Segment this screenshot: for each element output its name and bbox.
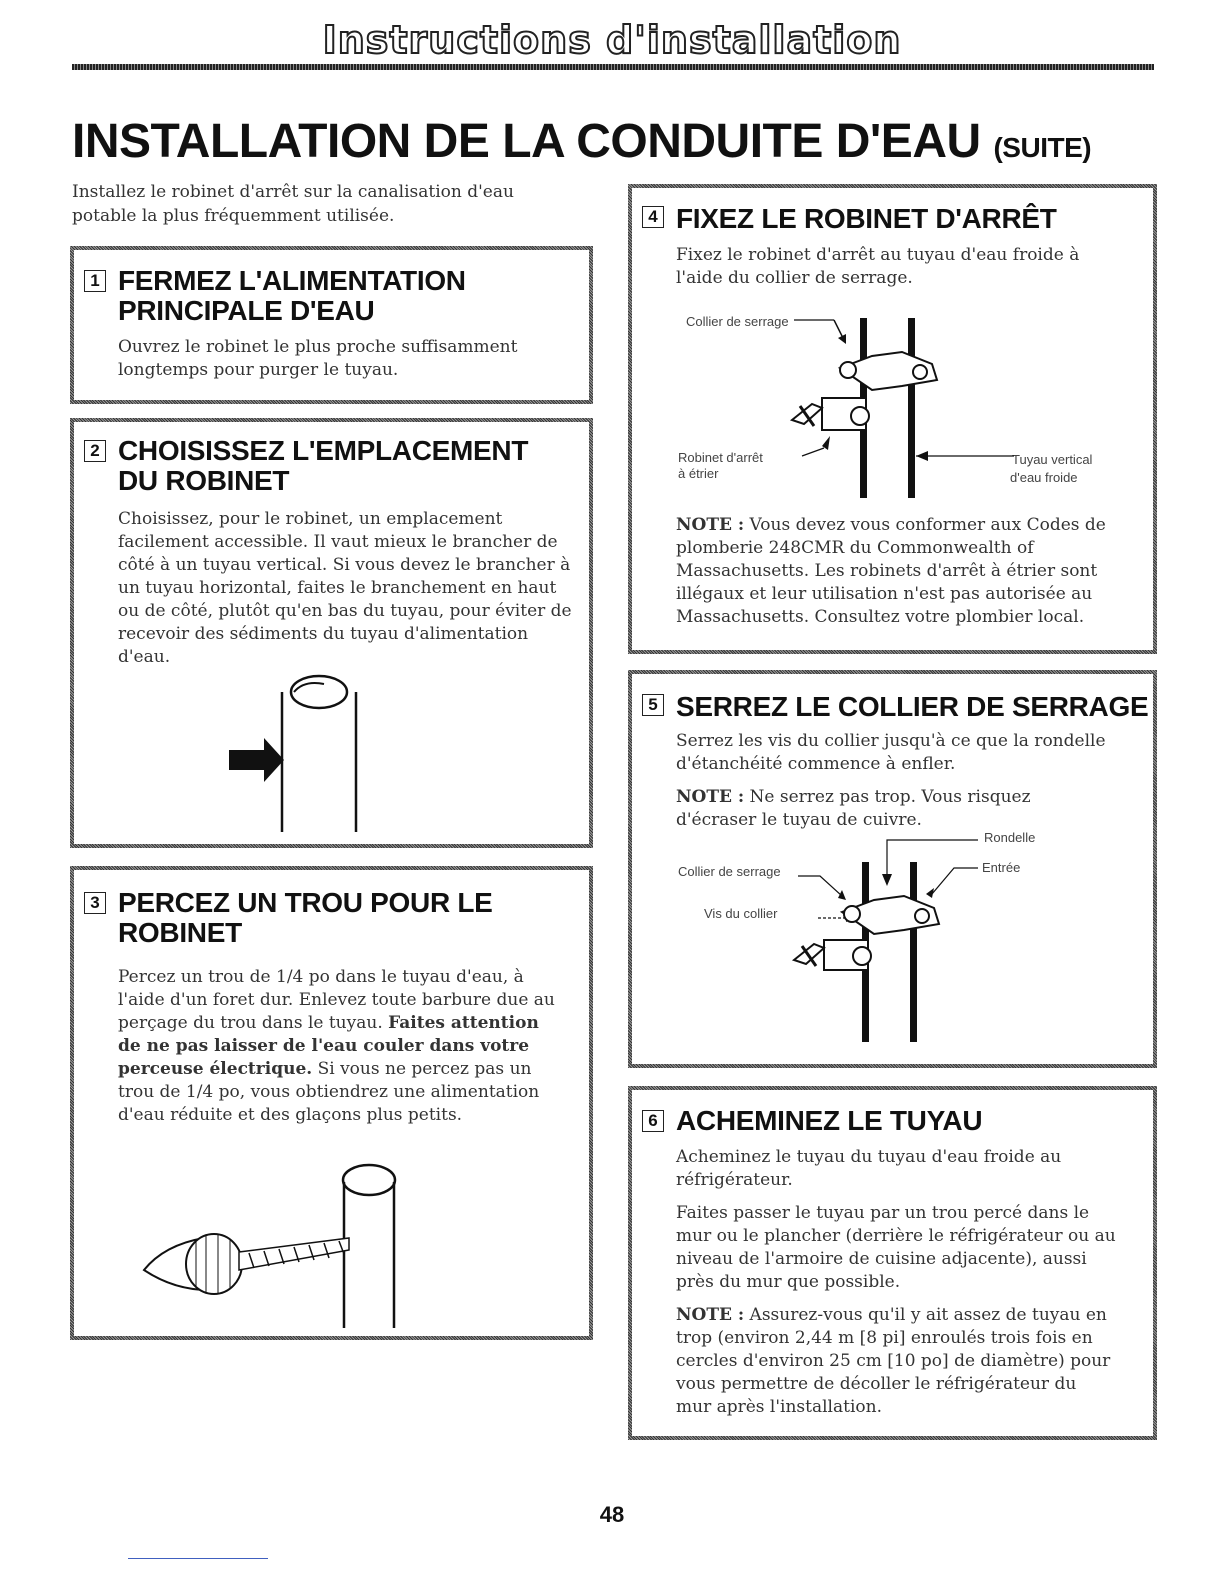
intro-text: Installez le robinet d'arrêt sur la canalisation d'eau potable la plus fréquemment utilisée. [72,182,514,226]
step-5-note-label: NOTE : [676,787,745,807]
shutoff-valve-illustration [782,308,1012,498]
footer-line [128,1558,268,1559]
step-2-text: Choisissez, pour le robinet, un emplacement facilement accessible. Il vaut mieux le brancher de côté à un tuyau vertical. Si vous devez le brancher à un tuyau horizontal, faites le branchement en haut ou de côté, plutôt qu'en bas du tuyau, pour éviter de recevoir des sédiments du tuyau d'alimentation d'eau. [118,509,572,667]
step-5-note-text: Ne serrez pas trop. Vous risquez d'écraser le tuyau de cuivre. [676,787,1031,830]
step-4-note-label: NOTE : [676,515,745,535]
label-vis-collier: Vis du collier [704,906,778,921]
step-2-number: 2 [84,440,106,462]
label-entree: Entrée [982,860,1021,875]
step-3-text [118,966,558,1127]
step-5-title: SERREZ LE COLLIER DE SERRAGE [676,691,1149,722]
step-5-box [628,670,1157,1068]
step-6-text [676,1146,1116,1429]
step-6-note-text: Assurez-vous qu'il y ait assez de tuyau en trop (environ 2,44 m [8 pi] enroulés trois fois en cercles d'environ 25 cm [10 po] de diamètre) pour vous permettre de décoller le réfrigérateur du mur après l'installation. [676,1305,1111,1417]
header-title: Instructions d'installation [322,18,902,62]
step-3-warning: Faites attention de ne pas laisser de l'eau couler dans votre perceuse électrique. [118,1013,539,1079]
label-robinet-1: Robinet d'arrêt [678,450,763,465]
step-3-text-a: Percez un trou de 1/4 po dans le tuyau d'eau, à l'aide d'un foret dur. Enlevez toute barbure due au perçage du trou dans le tuyau. [118,967,555,1033]
step-4-box [628,184,1157,654]
drill-illustration [124,1150,424,1330]
label-tuyau-1: Tuyau vertical [1012,452,1093,467]
label-robinet-2: à étrier [678,466,719,481]
step-4-number: 4 [642,206,664,228]
step-1-text: Ouvrez le robinet le plus proche suffisamment longtemps pour purger le tuyau. [118,337,518,380]
vertical-pipe-illustration [224,662,364,842]
label-tuyau-2: d'eau froide [1010,470,1078,485]
step-4-note [676,514,1116,629]
step-4-note-text: Vous devez vous conformer aux Codes de plomberie 248CMR du Commonwealth of Massachusetts. Les robinets d'arrêt à étrier sont illégaux et leur utilisation n'est pas autorisée au Massachusetts. Consultez votre plombier local. [676,515,1106,627]
step-6-para-1: Acheminez le tuyau du tuyau d'eau froide au réfrigérateur. [676,1147,1062,1190]
step-1-box [70,246,593,404]
page-title [72,114,1091,169]
step-4-text: Fixez le robinet d'arrêt au tuyau d'eau froide à l'aide du collier de serrage. [676,245,1080,288]
step-5-note [676,786,1116,832]
step-3-text-b: Si vous ne percez pas un trou de 1/4 po, vous obtiendrez une alimentation d'eau réduite et des glaçons plus petits. [118,1059,540,1125]
step-6-box [628,1086,1157,1440]
page-number: 48 [599,1502,625,1527]
header-rule [72,64,1154,70]
step-5-number: 5 [642,694,664,716]
step-6-note [676,1304,1116,1419]
label-collier: Collier de serrage [686,314,789,329]
step-3-box [70,866,593,1340]
step-6-para-2: Faites passer le tuyau par un trou percé dans le mur ou le plancher (derrière le réfrigérateur ou au niveau de l'armoire de cuisine adjacente), aussi près du mur que possible. [676,1203,1116,1292]
step-6-title: ACHEMINEZ LE TUYAU [676,1105,983,1136]
step-2-title: CHOISISSEZ L'EMPLACEMENT DU ROBINET [118,435,529,496]
step-6-number: 6 [642,1110,664,1132]
step-3-number: 3 [84,892,106,914]
clamp-tightening-illustration [782,832,992,1042]
step-1-title: FERMEZ L'ALIMENTATION PRINCIPALE D'EAU [118,265,466,326]
step-4-title: FIXEZ LE ROBINET D'ARRÊT [676,203,1057,234]
page-title-suffix: (SUITE) [993,132,1092,163]
step-6-note-label: NOTE : [676,1305,745,1325]
step-3-title: PERCEZ UN TROU POUR LE ROBINET [118,887,493,948]
page-title-text: INSTALLATION DE LA CONDUITE D'EAU [72,115,994,168]
label-collier-serrage: Collier de serrage [678,864,781,879]
step-1-number: 1 [84,270,106,292]
step-2-box [70,418,593,848]
label-rondelle: Rondelle [984,830,1036,845]
step-5-text: Serrez les vis du collier jusqu'à ce que la rondelle d'étanchéité commence à enfler. [676,731,1106,774]
